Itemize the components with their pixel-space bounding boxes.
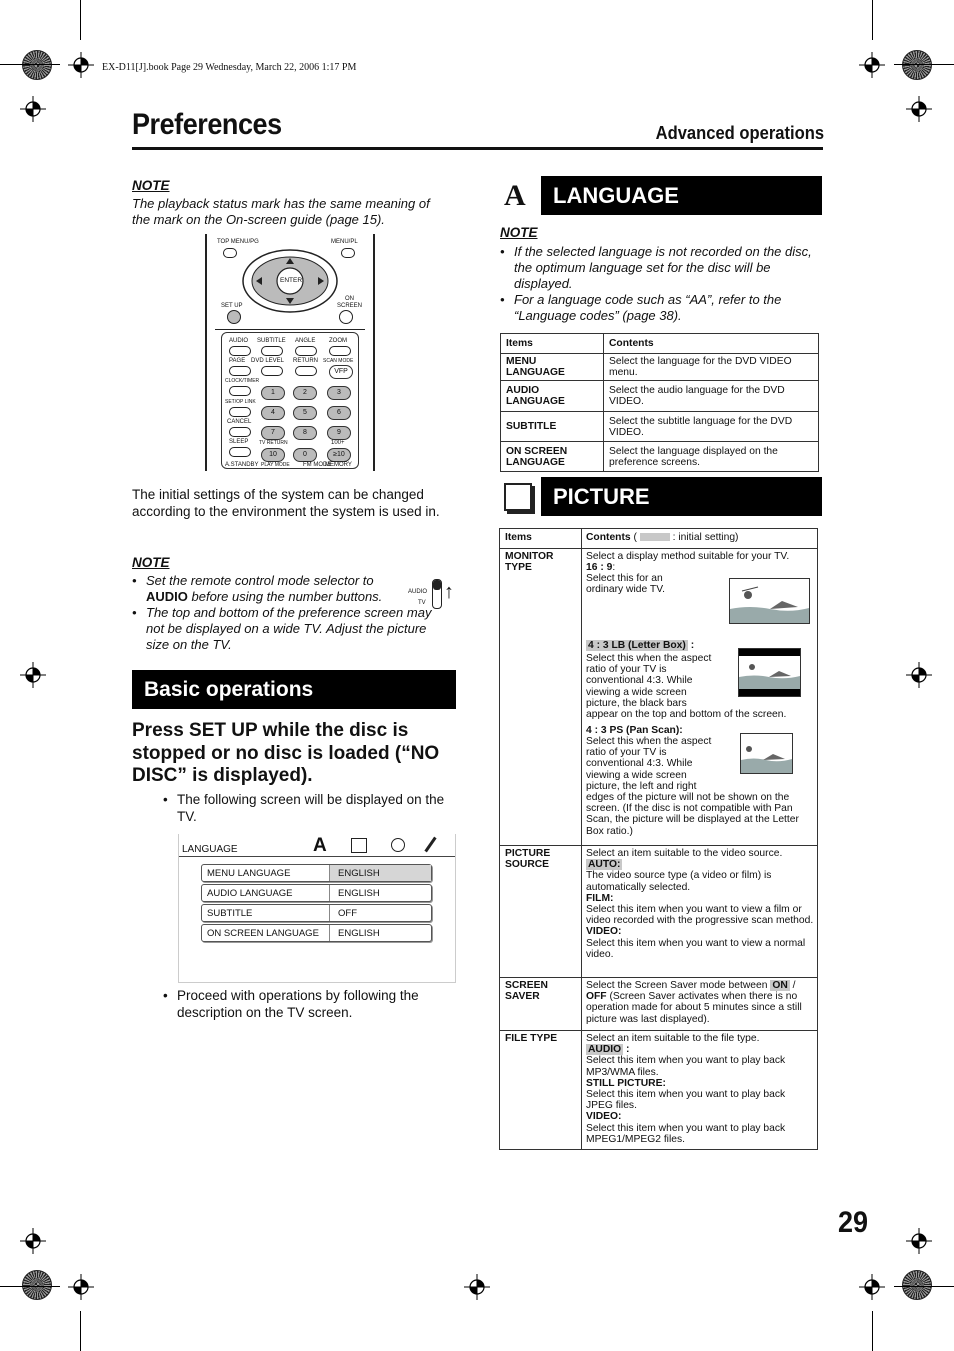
number-key-6[interactable]: 6 (327, 406, 351, 420)
table-cell-item: ON SCREEN LANGUAGE (501, 442, 604, 472)
file-type-content: Select an item suitable to the file type. AUDIO : Select this item when you want to play back MP3/WMA files. STILL PICTURE: Select this item when you want to play back JPEG files. VIDEO: Select this item when you want to play back MPEG1/MPEG2 files. (586, 1033, 786, 1145)
registration-mark-icon (859, 52, 885, 78)
crop-line (0, 1286, 60, 1287)
table-header: Contents (604, 334, 819, 354)
bullet-dot: • (500, 244, 505, 259)
memory-label: MEMORY (325, 462, 352, 468)
letterbox-illustration (738, 648, 801, 697)
dvd-level-key[interactable] (261, 366, 283, 376)
registration-mark-icon (20, 662, 46, 688)
print-header: EX-D11[J].book Page 29 Wednesday, March 22, 2006 1:17 PM (102, 62, 357, 73)
osd-row-label: SUBTITLE (202, 905, 330, 921)
registration-mark-icon (906, 662, 932, 688)
panscan-illustration (740, 733, 793, 774)
table-cell-item: SUBTITLE (501, 412, 604, 442)
osd-row-label: ON SCREEN LANGUAGE (202, 925, 330, 941)
return-key-label: RETURN (293, 358, 318, 364)
color-target-icon (22, 1270, 52, 1300)
remote-control-illustration (205, 234, 375, 471)
vfp-key[interactable]: VFP (329, 365, 353, 379)
selector-audio-label: AUDIO (408, 589, 428, 595)
remote-divider (215, 329, 365, 330)
page-key[interactable] (229, 366, 251, 376)
registration-mark-icon (20, 96, 46, 122)
bullet-dot: • (163, 988, 168, 1003)
registration-mark-icon (464, 1274, 490, 1300)
note-title: NOTE (500, 225, 538, 240)
page-key-label: PAGE (229, 358, 246, 364)
initial-setting-swatch (640, 533, 670, 541)
bullet-dot: • (500, 292, 505, 307)
option-label-panscan: 4 : 3 PS (Pan Scan): (586, 725, 683, 736)
note-title: NOTE (132, 555, 170, 570)
osd-row-value: ENGLISH (338, 927, 380, 939)
option-text-panscan: Select this when the aspect ratio of your TV is conventional 4:3. While viewing a wide screen picture, the left and right (586, 736, 712, 792)
setup-label: SET UP (221, 303, 243, 309)
registration-mark-icon (906, 96, 932, 122)
note-bullet: • The top and bottom of the preference screen may not be displayed on a wide TV. Adjust the picture size on the TV. (132, 605, 432, 652)
cancel-key[interactable] (229, 427, 251, 437)
tv-return-label: TV RETURN (259, 440, 288, 446)
zoom-key[interactable] (329, 346, 351, 356)
number-key-0[interactable]: 0 (293, 448, 317, 462)
registration-mark-icon (20, 1228, 46, 1254)
section-label: Advanced operations (655, 123, 824, 143)
note-bullet: • For a language code such as “AA”, refer to the “Language codes” (page 38). (500, 292, 782, 323)
table-cell-content: Select the language displayed on the preference screens. (604, 442, 819, 472)
note-bullet: • If the selected language is not recorded on the disc, the optimum language set for the disc will be displayed. (500, 244, 812, 291)
table-cell-content: Select the audio language for the DVD VIDEO. (604, 381, 819, 412)
osd-row-value: ENGLISH (330, 865, 431, 881)
cancel-label: CANCEL (227, 419, 252, 425)
setup-button[interactable] (227, 310, 241, 324)
option-label-letterbox: 4 : 3 LB (Letter Box) : (588, 640, 695, 651)
number-key-8[interactable]: 8 (293, 426, 317, 440)
zoom-key-label: ZOOM (329, 338, 347, 344)
row-divider (500, 845, 817, 846)
angle-key[interactable] (295, 346, 317, 356)
table-cell-item: PICTURE SOURCE (505, 848, 551, 871)
up-arrow-icon: ↑ (444, 581, 454, 603)
intro-paragraph: The initial settings of the system can be changed according to the environment the system is used in. (132, 487, 440, 519)
table-cell-content: Select the language for the DVD VIDEO menu. (604, 354, 819, 381)
bullet-dot: • (163, 792, 168, 807)
menu-button[interactable] (341, 248, 355, 258)
sleep-label: SLEEP (229, 439, 249, 445)
crop-line (894, 64, 954, 65)
osd-row-value: OFF (338, 907, 357, 919)
registration-mark-icon (906, 1228, 932, 1254)
option-text-16-9: Select this for an ordinary wide TV. (586, 573, 665, 596)
enter-label: ENTER (280, 277, 303, 284)
number-key-3[interactable]: 3 (327, 386, 351, 400)
table-header-contents: Contents ( : initial setting) (586, 532, 739, 543)
registration-mark-icon (68, 52, 94, 78)
scan-mode-key-label: SCAN MODE (323, 358, 354, 364)
color-target-icon (22, 50, 52, 80)
picture-banner: PICTURE (541, 477, 822, 516)
return-key[interactable] (295, 366, 317, 376)
option-tail-panscan: edges of the picture will not be shown on the screen. (If the disc is not compatible with Pan Scan, the picture will be displayed at the Letter Box ratio.) (586, 792, 799, 837)
osd-row-label: MENU LANGUAGE (202, 865, 330, 881)
set-op-link-key[interactable] (229, 407, 251, 417)
fm-mode-label: FM MODE (303, 462, 332, 468)
number-key-5[interactable]: 5 (293, 406, 317, 420)
a-standby-label: A.STANDBY (225, 462, 259, 468)
language-banner: LANGUAGE (541, 176, 822, 215)
number-key-1[interactable]: 1 (261, 386, 285, 400)
crop-line (872, 1311, 873, 1351)
clock-timer-key[interactable] (229, 386, 251, 396)
osd-row-on-screen-language[interactable] (201, 924, 432, 942)
number-key-9[interactable]: 9 (327, 426, 351, 440)
table-cell-item: AUDIO LANGUAGE (501, 381, 604, 412)
press-setup-heading: Press SET UP while the disc is stopped or no disc is loaded (“NO DISC” is displayed). (132, 720, 440, 786)
audio-tab-icon[interactable] (391, 838, 405, 852)
play-mode-label: PLAY MODE (261, 462, 290, 468)
osd-screen (178, 834, 456, 983)
wide-tv-illustration (729, 578, 810, 624)
osd-row-value: ENGLISH (338, 887, 380, 899)
number-key-4[interactable]: 4 (261, 406, 285, 420)
header-rule (132, 147, 823, 150)
osd-row-audio-language[interactable] (201, 884, 432, 902)
mode-selector-illustration (408, 577, 456, 611)
option-label-16-9: 16 : 9: (586, 562, 616, 573)
language-section-icon: A (504, 179, 526, 212)
bullet-dot: • (132, 573, 137, 588)
crop-line (80, 1311, 81, 1351)
language-table (500, 333, 819, 472)
note-title: NOTE (132, 178, 170, 193)
on-label: ON (345, 296, 354, 302)
color-target-icon (902, 1270, 932, 1300)
top-menu-label: TOP MENU/PG (217, 239, 259, 245)
osd-title: LANGUAGE (182, 844, 238, 855)
picture-source-content: Select an item suitable to the video source. AUTO: The video source type (a video or film) is automatically selected. FILM: Select this item when you want to view a film or video recorded with the progressive scan method. VIDEO: Select this item when you want to view a normal video. (586, 848, 814, 960)
subtitle-key[interactable] (261, 346, 283, 356)
set-op-link-label: SET/OP LINK (225, 399, 256, 405)
option-text-letterbox: Select this when the aspect ratio of your TV is conventional 4:3. While viewing a wide screen picture, the black bars (586, 653, 712, 709)
number-key-ge10[interactable]: ≥10 (327, 448, 351, 462)
screen-saver-content: Select the Screen Saver mode between ON / OFF (Screen Saver activates when there is no operation made for about 5 minutes since a still picture was last displayed). (586, 980, 802, 1025)
row-divider (500, 1030, 817, 1031)
audio-key-label: AUDIO (229, 338, 249, 344)
dvd-level-key-label: DVD LEVEL (251, 358, 285, 364)
basic-operations-banner: Basic operations (132, 670, 456, 709)
registration-mark-icon (68, 1274, 94, 1300)
row-divider (500, 977, 817, 978)
bullet-dot: • (132, 605, 137, 620)
table-cell-item: MONITOR TYPE (505, 551, 554, 574)
selector-switch-icon (432, 579, 442, 609)
table-cell-item: SCREEN SAVER (505, 980, 548, 1003)
table-cell-content: Select the subtitle language for the DVD VIDEO. (604, 412, 819, 442)
monitor-intro: Select a display method suitable for your TV. (586, 551, 790, 562)
crop-line (872, 0, 873, 40)
osd-row-menu-language[interactable] (201, 864, 432, 882)
page-title: Preferences (132, 108, 282, 141)
table-header: Items (501, 334, 604, 354)
row-divider (500, 548, 817, 549)
language-tab-icon[interactable]: A (313, 835, 327, 856)
option-tail-letterbox: appear on the top and bottom of the screen. (586, 709, 787, 720)
number-key-2[interactable]: 2 (293, 386, 317, 400)
sleep-key[interactable] (229, 447, 251, 457)
table-header: Items (505, 532, 532, 543)
table-cell-item: MENU LANGUAGE (501, 354, 604, 381)
number-key-7[interactable]: 7 (261, 426, 285, 440)
color-target-icon (902, 50, 932, 80)
registration-mark-icon (859, 1274, 885, 1300)
screen-bullet: • The following screen will be displayed on the TV. (163, 792, 445, 824)
note-bullet: • Set the remote control mode selector to AUDIO before using the number buttons. (132, 573, 383, 604)
on-screen-button[interactable] (339, 310, 353, 324)
crop-line (80, 0, 81, 40)
top-menu-button[interactable] (223, 248, 237, 258)
angle-key-label: ANGLE (295, 338, 316, 344)
subtitle-key-label: SUBTITLE (257, 338, 286, 344)
column-divider (581, 529, 582, 1149)
screen-label: SCREEN (337, 303, 363, 309)
osd-row-subtitle[interactable] (201, 904, 432, 922)
picture-section-icon (504, 483, 532, 511)
table-cell-item: FILE TYPE (505, 1033, 558, 1044)
note-text: The playback status mark has the same meaning of the mark on the On-screen guide (page 15). (132, 196, 430, 227)
osd-row-label: AUDIO LANGUAGE (202, 885, 330, 901)
crop-line (894, 1286, 954, 1287)
menu-label: MENU/PL (331, 239, 358, 245)
audio-key[interactable] (229, 346, 251, 356)
page-number: 29 (838, 1206, 869, 1239)
hundred-plus-label: 100+ (331, 440, 345, 446)
number-key-10[interactable]: 10 (261, 448, 285, 462)
clock-timer-label: CLOCK/TIMER (225, 378, 260, 384)
selector-tv-label: TV (418, 600, 426, 606)
picture-tab-icon[interactable] (351, 838, 367, 853)
proceed-bullet: • Proceed with operations by following the description on the TV screen. (163, 988, 419, 1020)
crop-line (0, 64, 60, 65)
